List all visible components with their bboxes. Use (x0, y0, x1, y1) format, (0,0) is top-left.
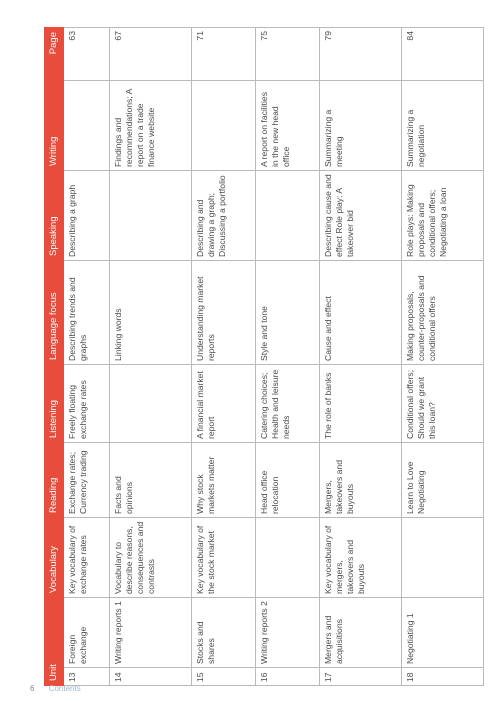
contents-table (44, 27, 484, 686)
header-vocabulary: Vocabulary (45, 518, 64, 598)
header-row (45, 28, 64, 686)
page-number-cell: 79 (320, 28, 402, 81)
language-focus-cell: Style and tone (256, 261, 320, 365)
contents-table-wrapper (44, 28, 484, 686)
unit-number: 16 (256, 668, 320, 686)
table-row (402, 28, 484, 686)
page-number-cell: 71 (192, 28, 256, 81)
unit-title: Negotiating 1 (402, 598, 484, 668)
unit-number: 18 (402, 668, 484, 686)
writing-cell: A report on facilities in the new head office (256, 81, 320, 171)
listening-cell: A financial market report (192, 365, 256, 443)
header-unit: Unit (45, 598, 64, 686)
header-listening: Listening (45, 365, 64, 443)
page-number-cell: 84 (402, 28, 484, 81)
speaking-cell: Describing and drawing a graph; Discussing a portfolio (192, 171, 256, 261)
speaking-cell: Describing a graph (64, 171, 110, 261)
language-focus-cell: Making proposals, counter-proposals and conditional offers (402, 261, 484, 365)
writing-cell (64, 81, 110, 171)
header-writing: Writing (45, 81, 64, 171)
table-row (110, 28, 192, 686)
unit-number: 17 (320, 668, 402, 686)
writing-cell: Summarizing a meeting (320, 81, 402, 171)
header-page: Page (45, 28, 64, 81)
vocabulary-cell: Vocabulary to describe reasons, consequences and contrasts (110, 518, 192, 598)
header-reading: Reading (45, 443, 64, 518)
writing-cell: Summarizing a negotiation (402, 81, 484, 171)
listening-cell: Conditional offers; Should we grant this loan? (402, 365, 484, 443)
writing-cell: Findings and recommendations; A report on a trade finance website (110, 81, 192, 171)
vocabulary-cell: Key vocabulary of mergers, takeovers and buyouts (320, 518, 402, 598)
listening-cell: The role of banks (320, 365, 402, 443)
reading-cell: Facts and opinions (110, 443, 192, 518)
vocabulary-cell (402, 518, 484, 598)
language-focus-cell: Describing trends and graphs (64, 261, 110, 365)
left-margin (0, 0, 8, 702)
unit-number: 14 (110, 668, 192, 686)
listening-cell: Freely floating exchange rates (64, 365, 110, 443)
speaking-cell: Describing cause and effect Role play: A takeover bid (320, 171, 402, 261)
footer-label: Contents (48, 684, 81, 693)
table-row (256, 28, 320, 686)
unit-number: 13 (64, 668, 110, 686)
page-number-cell: 75 (256, 28, 320, 81)
header-speaking: Speaking (45, 171, 64, 261)
writing-cell (192, 81, 256, 171)
unit-title: Writing reports 2 (256, 598, 320, 668)
reading-cell: Learn to Love Negotiating (402, 443, 484, 518)
footer-page-number: 6 (30, 684, 35, 693)
page-footer (30, 684, 81, 693)
unit-title: Foreign exchange (64, 598, 110, 668)
reading-cell: Mergers, takeovers and buyouts (320, 443, 402, 518)
header-language-focus: Language focus (45, 261, 64, 365)
vocabulary-cell: Key vocabulary of the stock market (192, 518, 256, 598)
language-focus-cell: Understanding market reports (192, 261, 256, 365)
speaking-cell: Role plays: Making proposals and conditional offers; Negotiating a loan (402, 171, 484, 261)
unit-title: Writing reports 1 (110, 598, 192, 668)
speaking-cell (256, 171, 320, 261)
reading-cell: Head office relocation (256, 443, 320, 518)
reading-cell: Why stock markets matter (192, 443, 256, 518)
language-focus-cell: Linking words (110, 261, 192, 365)
unit-title: Stocks and shares (192, 598, 256, 668)
unit-title: Mergers and acquisitions (320, 598, 402, 668)
listening-cell: Catering choices; Health and leisure needs (256, 365, 320, 443)
unit-number: 15 (192, 668, 256, 686)
language-focus-cell: Cause and effect (320, 261, 402, 365)
vocabulary-cell: Key vocabulary of exchange rates (64, 518, 110, 598)
vocabulary-cell (256, 518, 320, 598)
reading-cell: Exchange rates; Currency trading (64, 443, 110, 518)
speaking-cell (110, 171, 192, 261)
table-row (64, 28, 110, 686)
table-row (192, 28, 256, 686)
listening-cell (110, 365, 192, 443)
table-row (320, 28, 402, 686)
page-number-cell: 63 (64, 28, 110, 81)
page-number-cell: 67 (110, 28, 192, 81)
